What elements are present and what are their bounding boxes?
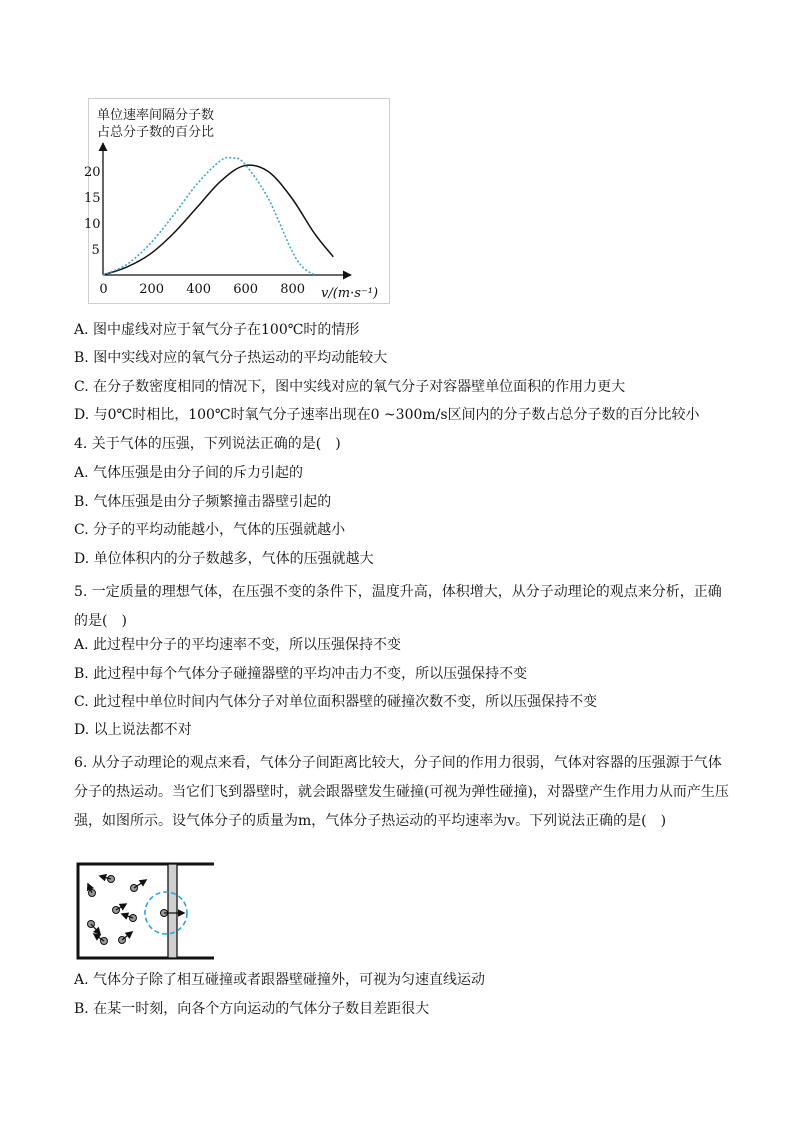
text-line-15: A. 气体分子除了相互碰撞或者跟器壁碰撞外，可视为匀速直线运动 xyxy=(74,972,486,988)
y-tick-label: 10 xyxy=(84,217,101,232)
y-axis-label-line2: 占总分子数的百分比 xyxy=(97,125,215,140)
x-tick-label: 600 xyxy=(233,282,259,297)
text-line-7: C. 分子的平均动能越小，气体的压强就越小 xyxy=(74,522,346,538)
text-line-4: 4. 关于气体的压强，下列说法正确的是( ) xyxy=(74,436,341,452)
solid-curve xyxy=(103,165,333,275)
text-line-11: B. 此过程中每个气体分子碰撞器壁的平均冲击力不变，所以压强保持不变 xyxy=(74,666,528,682)
chart-canvas xyxy=(84,99,391,305)
text-line-0: A. 图中虚线对应于氧气分子在100℃时的情形 xyxy=(74,322,360,338)
text-line-6: B. 气体压强是由分子频繁撞击器壁引起的 xyxy=(74,494,332,510)
y-tick-label: 5 xyxy=(91,243,100,258)
dotted-curve xyxy=(103,157,315,275)
piston-container-figure xyxy=(74,860,222,960)
piston xyxy=(168,864,177,958)
x-tick-label: 400 xyxy=(186,282,212,297)
text-line-5: A. 气体压强是由分子间的斥力引起的 xyxy=(74,465,304,481)
x-tick-label: 800 xyxy=(280,282,306,297)
text-line-8: D. 单位体积内的分子数越多，气体的压强就越大 xyxy=(74,551,374,567)
text-line-14: 6. 从分子动理论的观点来看，气体分子间距离比较大，分子间的作用力很弱，气体对容器的压强源于气体分子的热运动。当它们飞到器壁时，就会跟器壁发生碰撞(可视为弹性碰撞)，对器壁产生作用力从而产生压强，如图所示。设气体分子的质量为m，气体分子热运动的平均速率为v。下列说法正确的是( ) xyxy=(74,755,729,829)
y-tick-label: 20 xyxy=(84,165,101,180)
x-tick-label: 0 xyxy=(99,282,108,297)
y-tick-label: 15 xyxy=(84,191,101,206)
speed-distribution-chart xyxy=(84,98,390,304)
text-line-13: D. 以上说法都不对 xyxy=(74,722,192,738)
text-line-2: C. 在分子数密度相同的情况下，图中实线对应的氧气分子对容器壁单位面积的作用力更大 xyxy=(74,379,626,395)
text-line-9: 5. 一定质量的理想气体，在压强不变的条件下，温度升高，体积增大，从分子动理论的观点来分析，正确的是( ) xyxy=(74,584,722,629)
text-line-3: D. 与0℃时相比，100℃时氧气分子速率出现在0 ~300m/s区间内的分子数占总分子数的百分比较小 xyxy=(74,407,700,423)
x-tick-label: 200 xyxy=(139,282,165,297)
text-line-10: A. 此过程中分子的平均速率不变，所以压强保持不变 xyxy=(74,637,402,653)
x-axis-label: v/(m·s⁻¹) xyxy=(321,286,379,301)
text-line-16: B. 在某一时刻，向各个方向运动的气体分子数目差距很大 xyxy=(74,1001,430,1017)
text-line-12: C. 此过程中单位时间内气体分子对单位面积器壁的碰撞次数不变，所以压强保持不变 xyxy=(74,694,598,710)
molecule-diagram xyxy=(74,860,222,960)
y-axis-label-line1: 单位速率间隔分子数 xyxy=(97,108,215,123)
text-line-1: B. 图中实线对应的氧气分子热运动的平均动能较大 xyxy=(74,350,388,366)
